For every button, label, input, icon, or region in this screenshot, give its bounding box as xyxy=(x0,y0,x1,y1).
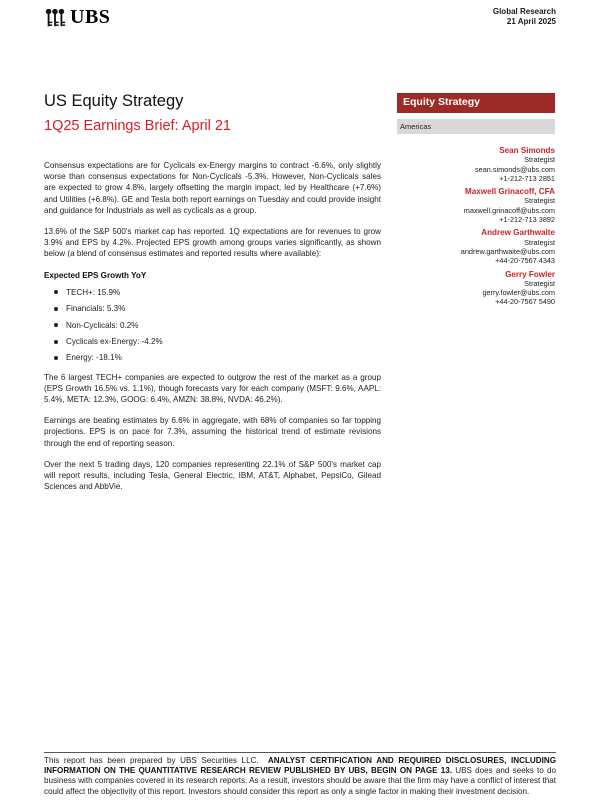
list-item: Non-Cyclicals: 0.2% xyxy=(44,320,381,331)
analyst-list xyxy=(397,146,555,307)
logo-text: UBS xyxy=(70,6,111,28)
paragraph-2: 13.6% of the S&P 500's market cap has reported. 1Q expectations are for revenues to grow 3.9% and EPS by 4.2%. Projected EPS growth among groups varies significantly, as shown below (a blend of consensus estimates and reported results where available): xyxy=(44,227,381,259)
list-item: Financials: 5.3% xyxy=(44,303,381,314)
analyst-email[interactable]: andrew.garthwaite@ubs.com xyxy=(460,246,555,256)
report-title: US Equity Strategy xyxy=(44,92,184,110)
list-item: Energy: -18.1% xyxy=(44,352,381,363)
analyst-role: Strategist xyxy=(524,155,555,165)
analyst-name: Maxwell Grinacoff, CFA xyxy=(465,187,555,197)
paragraph-5: Over the next 5 trading days, 120 companies representing 22.1% of S&P 500's market cap will report results, including Tesla, General Electric, IBM, AT&T, Alphabet, PepsiCo, Gilead Sciences and AbbVie. xyxy=(44,459,381,492)
analyst-name: Gerry Fowler xyxy=(505,269,555,279)
analyst-phone: +1-212-713 2851 xyxy=(499,173,555,183)
analyst-card xyxy=(397,270,555,307)
paragraph-4: Earnings are beating estimates by 6.6% in aggregate, with 68% of companies so far topping projections. EPS is on pace for 7.3%, assuming the historical trend of estimate revisions through the end of reporting season. xyxy=(44,416,381,448)
region-label: Americas xyxy=(397,119,555,134)
paragraph-1: Consensus expectations are for Cyclicals ex-Energy margins to contract -6.6%, only slightly worse than consensus expectations for Non-Cyclicals -5.3%. However, Non-Cyclicals sales are expected to grow 4.8%, largely offsetting the margin impact, led by Healthcare (+7.6%) and Utilities (+6.8%). GE and Tesla both report earnings on Tuesday and could provide insight and guidance for Industrials as well as cyclicals as a group. xyxy=(44,161,381,215)
analyst-phone: +1-212-713 3892 xyxy=(499,215,555,225)
ubs-logo xyxy=(44,6,110,29)
analyst-card xyxy=(397,146,555,183)
report-meta xyxy=(493,7,556,27)
eps-growth-list xyxy=(44,287,381,364)
footer-divider xyxy=(44,752,556,753)
report-date: 21 April 2025 xyxy=(506,17,556,26)
main-body xyxy=(44,160,381,502)
disclosure-footer xyxy=(44,756,556,797)
analyst-phone: +44-20-7567 5490 xyxy=(495,297,555,307)
analyst-name: Sean Simonds xyxy=(499,146,555,155)
analyst-role: Strategist xyxy=(524,237,555,247)
analyst-card xyxy=(397,228,555,265)
analyst-role: Strategist xyxy=(524,278,555,288)
paragraph-3: The 6 largest TECH+ companies are expected to outgrow the rest of the market as a group (EPS Growth 16.5% vs. 1.1%), though forecasts vary for each company (MSFT: 9.6%, AAPL: 5.4%, META: 12.3%, GOOG: 6.4%, AMZN: 38.8%, NVDA: 46.2%). xyxy=(44,372,381,404)
footer-disclaimer: UBS does and seeks to do business with companies covered in its research reports. As a result, investors should be aware that the firm may have a conflict of interest that could affect the objectivity of this report. Investors should consider this report as only a single factor in making their investment decision. xyxy=(44,766,557,796)
analyst-phone: +44-20-7567 4343 xyxy=(495,256,555,266)
analyst-role: Strategist xyxy=(524,196,555,206)
report-subtitle: 1Q25 Earnings Brief: April 21 xyxy=(44,118,231,134)
category-banner: Equity Strategy xyxy=(397,93,555,113)
analyst-email[interactable]: gerry.fowler@ubs.com xyxy=(482,288,555,298)
analyst-name: Andrew Garthwaite xyxy=(481,228,555,238)
footer-certification: ANALYST CERTIFICATION AND REQUIRED DISCLOSURES, INCLUDING INFORMATION ON THE QUANTITATIVE RESEARCH REVIEW PUBLISHED BY UBS, BEGIN ON PAGE 13. xyxy=(44,756,557,776)
list-item: Cyclicals ex-Energy: -4.2% xyxy=(44,336,381,347)
analyst-email[interactable]: sean.simonds@ubs.com xyxy=(474,164,555,174)
footer-lead: This report has been prepared by UBS Securities LLC. xyxy=(44,756,259,765)
analyst-email[interactable]: maxwell.grinacoff@ubs.com xyxy=(463,205,555,215)
list-item: TECH+: 15.9% xyxy=(44,287,381,298)
list-heading: Expected EPS Growth YoY xyxy=(44,270,147,280)
sidebar xyxy=(397,93,555,311)
division-label: Global Research xyxy=(492,7,556,16)
ubs-keys-icon xyxy=(44,7,66,29)
analyst-card xyxy=(397,187,555,224)
